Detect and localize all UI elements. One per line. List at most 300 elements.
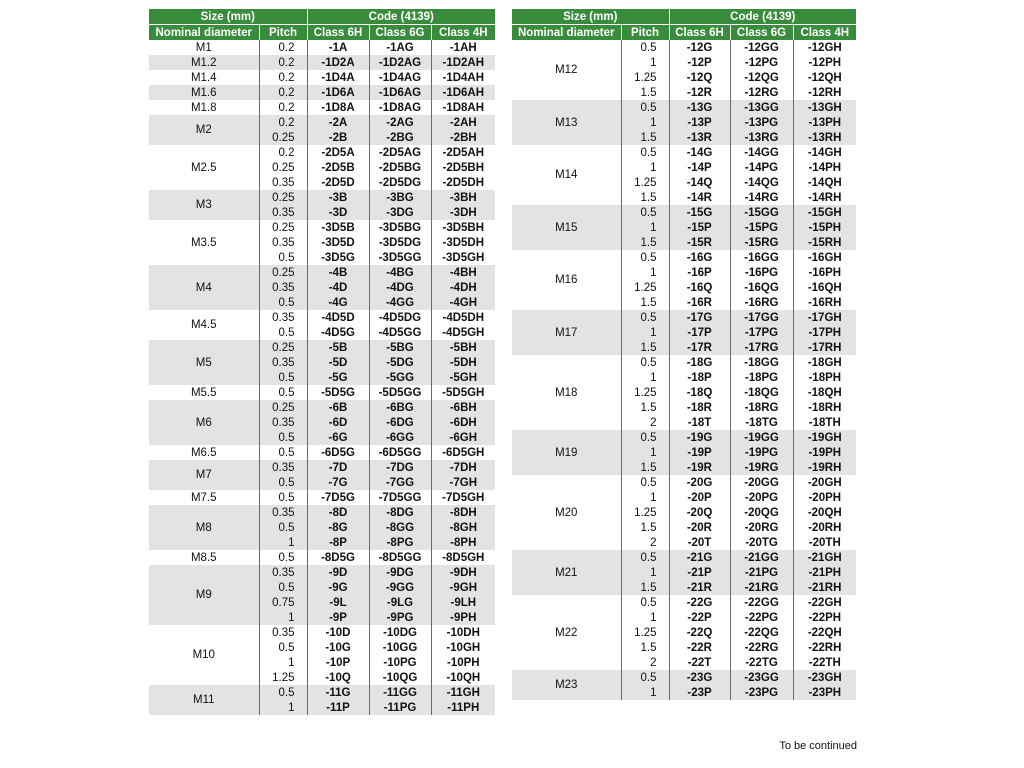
class-6h-cell: -19R	[669, 460, 730, 475]
class-6g-cell: -20GG	[730, 475, 793, 490]
table-row	[512, 145, 856, 160]
class-6h-cell: -8P	[307, 535, 369, 550]
class-4h-cell: -17GH	[793, 310, 856, 325]
nominal-diameter-header: Nominal diameter	[149, 25, 259, 41]
pitch-cell: 0.25	[259, 265, 307, 280]
class-4h-header: Class 4H	[793, 25, 856, 41]
class-6h-cell: -12G	[669, 40, 730, 55]
pitch-cell: 0.5	[259, 385, 307, 400]
pitch-cell: 0.5	[259, 475, 307, 490]
pitch-cell: 0.35	[259, 175, 307, 190]
class-6g-cell: -10QG	[369, 670, 431, 685]
diameter-group	[512, 670, 856, 700]
nominal-diameter-cell: M5.5	[149, 385, 259, 400]
pitch-cell: 1.25	[621, 280, 669, 295]
class-6h-cell: -18T	[669, 415, 730, 430]
nominal-diameter-cell: M10	[149, 625, 259, 685]
code-header: Code (4139)	[669, 9, 856, 25]
class-6h-cell: -13G	[669, 100, 730, 115]
table-row	[149, 265, 495, 280]
pitch-cell: 1.5	[621, 190, 669, 205]
class-6h-cell: -1D6A	[307, 85, 369, 100]
pitch-cell: 0.35	[259, 280, 307, 295]
class-6g-cell: -20PG	[730, 490, 793, 505]
pitch-cell: 2	[621, 535, 669, 550]
pitch-header: Pitch	[259, 25, 307, 41]
table-row	[149, 625, 495, 640]
class-4h-cell: -19PH	[793, 445, 856, 460]
class-6g-cell: -10PG	[369, 655, 431, 670]
diameter-group	[149, 220, 495, 265]
nominal-diameter-cell: M6.5	[149, 445, 259, 460]
pitch-cell: 1	[621, 55, 669, 70]
class-6g-cell: -14RG	[730, 190, 793, 205]
class-6g-cell: -9PG	[369, 610, 431, 625]
nominal-diameter-cell: M9	[149, 565, 259, 625]
pitch-cell: 0.35	[259, 625, 307, 640]
nominal-diameter-cell: M1.8	[149, 100, 259, 115]
table-row	[149, 685, 495, 700]
class-6h-cell: -2B	[307, 130, 369, 145]
class-6g-cell: -13GG	[730, 100, 793, 115]
class-6h-cell: -4B	[307, 265, 369, 280]
to-be-continued-note: To be continued	[779, 740, 857, 752]
class-4h-cell: -2D5AH	[431, 145, 495, 160]
pitch-cell: 0.25	[259, 160, 307, 175]
class-6g-cell: -12RG	[730, 85, 793, 100]
class-6g-cell: -19GG	[730, 430, 793, 445]
class-6g-cell: -17GG	[730, 310, 793, 325]
class-6g-cell: -12PG	[730, 55, 793, 70]
class-6h-cell: -7G	[307, 475, 369, 490]
pitch-cell: 0.35	[259, 460, 307, 475]
table-row	[149, 40, 495, 55]
nominal-diameter-cell: M7.5	[149, 490, 259, 505]
class-6h-cell: -11P	[307, 700, 369, 715]
code-header: Code (4139)	[307, 9, 495, 25]
class-6g-cell: -23PG	[730, 685, 793, 700]
class-6h-cell: -16P	[669, 265, 730, 280]
class-6g-cell: -18PG	[730, 370, 793, 385]
pitch-cell: 0.5	[621, 475, 669, 490]
pitch-cell: 1.5	[621, 295, 669, 310]
class-6g-cell: -6DG	[369, 415, 431, 430]
class-6h-cell: -2A	[307, 115, 369, 130]
nominal-diameter-cell: M16	[512, 250, 621, 310]
nominal-diameter-cell: M4.5	[149, 310, 259, 340]
pitch-cell: 1	[621, 490, 669, 505]
class-6h-cell: -8D5G	[307, 550, 369, 565]
class-6g-cell: -3D5GG	[369, 250, 431, 265]
diameter-group	[149, 85, 495, 100]
class-6g-cell: -16RG	[730, 295, 793, 310]
class-6h-cell: -10P	[307, 655, 369, 670]
nominal-diameter-cell: M14	[512, 145, 621, 205]
class-6h-cell: -3B	[307, 190, 369, 205]
class-6h-cell: -18G	[669, 355, 730, 370]
class-6g-cell: -18TG	[730, 415, 793, 430]
class-6h-cell: -5D	[307, 355, 369, 370]
table-row	[512, 100, 856, 115]
class-4h-cell: -20GH	[793, 475, 856, 490]
class-4h-cell: -18GH	[793, 355, 856, 370]
class-4h-cell: -17PH	[793, 325, 856, 340]
table-row	[149, 460, 495, 475]
class-6h-cell: -5B	[307, 340, 369, 355]
class-6h-cell: -1D2A	[307, 55, 369, 70]
pitch-cell: 0.2	[259, 85, 307, 100]
class-4h-cell: -8PH	[431, 535, 495, 550]
class-4h-cell: -2BH	[431, 130, 495, 145]
class-6g-cell: -2BG	[369, 130, 431, 145]
class-6g-cell: -1AG	[369, 40, 431, 55]
class-4h-cell: -3BH	[431, 190, 495, 205]
class-6g-cell: -16PG	[730, 265, 793, 280]
diameter-group	[149, 505, 495, 550]
class-6h-cell: -19P	[669, 445, 730, 460]
class-6h-cell: -4G	[307, 295, 369, 310]
class-4h-cell: -14GH	[793, 145, 856, 160]
diameter-group	[512, 205, 856, 250]
nominal-diameter-cell: M1.4	[149, 70, 259, 85]
class-6h-cell: -21G	[669, 550, 730, 565]
class-4h-cell: -18RH	[793, 400, 856, 415]
class-6h-cell: -6B	[307, 400, 369, 415]
class-4h-cell: -20QH	[793, 505, 856, 520]
class-6h-cell: -16G	[669, 250, 730, 265]
class-4h-cell: -10QH	[431, 670, 495, 685]
class-6h-cell: -4D5G	[307, 325, 369, 340]
table-row	[512, 355, 856, 370]
class-4h-cell: -5GH	[431, 370, 495, 385]
class-4h-cell: -6DH	[431, 415, 495, 430]
diameter-group	[149, 40, 495, 55]
class-6g-cell: -11PG	[369, 700, 431, 715]
class-6h-cell: -5G	[307, 370, 369, 385]
class-6g-cell: -4D5GG	[369, 325, 431, 340]
class-6g-header: Class 6G	[730, 25, 793, 41]
class-6g-cell: -17PG	[730, 325, 793, 340]
nominal-diameter-header: Nominal diameter	[512, 25, 621, 41]
class-6g-cell: -13RG	[730, 130, 793, 145]
class-6h-cell: -15G	[669, 205, 730, 220]
pitch-cell: 1	[621, 115, 669, 130]
table-row	[512, 550, 856, 565]
class-6g-cell: -2D5AG	[369, 145, 431, 160]
class-6h-cell: -7D	[307, 460, 369, 475]
class-4h-cell: -10PH	[431, 655, 495, 670]
diameter-group	[149, 265, 495, 310]
nominal-diameter-cell: M22	[512, 595, 621, 670]
class-6h-cell: -1D4A	[307, 70, 369, 85]
diameter-group	[149, 55, 495, 70]
pitch-cell: 0.5	[621, 100, 669, 115]
pitch-cell: 1	[259, 535, 307, 550]
class-6g-cell: -14QG	[730, 175, 793, 190]
diameter-group	[149, 340, 495, 385]
class-6h-cell: -8D	[307, 505, 369, 520]
diameter-group	[149, 145, 495, 190]
class-6g-cell: -5GG	[369, 370, 431, 385]
class-6h-cell: -22G	[669, 595, 730, 610]
pitch-cell: 1.5	[621, 340, 669, 355]
class-6g-cell: -20RG	[730, 520, 793, 535]
class-6g-cell: -19PG	[730, 445, 793, 460]
pitch-cell: 0.5	[259, 430, 307, 445]
pitch-cell: 0.25	[259, 130, 307, 145]
class-6h-cell: -17P	[669, 325, 730, 340]
class-6g-cell: -15PG	[730, 220, 793, 235]
pitch-cell: 0.5	[259, 580, 307, 595]
class-6g-cell: -12QG	[730, 70, 793, 85]
class-6h-cell: -12Q	[669, 70, 730, 85]
class-4h-cell: -22TH	[793, 655, 856, 670]
class-6h-cell: -12P	[669, 55, 730, 70]
pitch-cell: 0.2	[259, 145, 307, 160]
class-6g-cell: -18RG	[730, 400, 793, 415]
class-6g-cell: -15RG	[730, 235, 793, 250]
class-4h-cell: -16GH	[793, 250, 856, 265]
pitch-cell: 0.5	[621, 205, 669, 220]
pitch-cell: 1.5	[621, 520, 669, 535]
nominal-diameter-cell: M21	[512, 550, 621, 595]
class-4h-cell: -1D8AH	[431, 100, 495, 115]
pitch-cell: 1	[621, 160, 669, 175]
pitch-cell: 1.25	[621, 625, 669, 640]
class-4h-cell: -21GH	[793, 550, 856, 565]
class-6g-cell: -10GG	[369, 640, 431, 655]
nominal-diameter-cell: M5	[149, 340, 259, 385]
table-row	[149, 100, 495, 115]
class-4h-cell: -13RH	[793, 130, 856, 145]
pitch-cell: 0.5	[621, 145, 669, 160]
pitch-cell: 0.2	[259, 55, 307, 70]
class-6h-cell: -22T	[669, 655, 730, 670]
class-6g-cell: -22QG	[730, 625, 793, 640]
class-6h-cell: -6D	[307, 415, 369, 430]
class-6h-cell: -20T	[669, 535, 730, 550]
table-row	[149, 115, 495, 130]
class-6h-header: Class 6H	[669, 25, 730, 41]
class-6h-cell: -15R	[669, 235, 730, 250]
class-6h-cell: -5D5G	[307, 385, 369, 400]
class-6h-cell: -9G	[307, 580, 369, 595]
class-6h-cell: -21P	[669, 565, 730, 580]
class-6g-cell: -10DG	[369, 625, 431, 640]
class-4h-cell: -1D2AH	[431, 55, 495, 70]
pitch-cell: 0.25	[259, 220, 307, 235]
class-6g-cell: -22TG	[730, 655, 793, 670]
nominal-diameter-cell: M3.5	[149, 220, 259, 265]
class-6g-cell: -5D5GG	[369, 385, 431, 400]
diameter-group	[149, 550, 495, 565]
class-4h-cell: -19RH	[793, 460, 856, 475]
pitch-cell: 0.5	[621, 595, 669, 610]
class-4h-cell: -6D5GH	[431, 445, 495, 460]
pitch-cell: 2	[621, 655, 669, 670]
pitch-cell: 0.35	[259, 505, 307, 520]
class-4h-cell: -15RH	[793, 235, 856, 250]
diameter-group	[512, 40, 856, 100]
class-6g-cell: -5DG	[369, 355, 431, 370]
class-6h-cell: -20R	[669, 520, 730, 535]
class-6h-cell: -1D8A	[307, 100, 369, 115]
class-4h-cell: -9LH	[431, 595, 495, 610]
class-6h-cell: -3D5G	[307, 250, 369, 265]
class-4h-cell: -9GH	[431, 580, 495, 595]
pitch-cell: 0.5	[259, 370, 307, 385]
pitch-cell: 0.5	[259, 520, 307, 535]
pitch-cell: 0.5	[259, 250, 307, 265]
class-4h-cell: -21PH	[793, 565, 856, 580]
nominal-diameter-cell: M1.6	[149, 85, 259, 100]
class-4h-cell: -9DH	[431, 565, 495, 580]
class-6h-cell: -17R	[669, 340, 730, 355]
class-6g-cell: -17RG	[730, 340, 793, 355]
nominal-diameter-cell: M15	[512, 205, 621, 250]
class-6h-cell: -20G	[669, 475, 730, 490]
class-6h-cell: -14P	[669, 160, 730, 175]
class-4h-cell: -4BH	[431, 265, 495, 280]
pitch-cell: 0.5	[621, 430, 669, 445]
class-6g-cell: -21GG	[730, 550, 793, 565]
table-row	[512, 670, 856, 685]
nominal-diameter-cell: M8	[149, 505, 259, 550]
diameter-group	[512, 430, 856, 475]
class-4h-cell: -1AH	[431, 40, 495, 55]
class-4h-cell: -18TH	[793, 415, 856, 430]
class-4h-cell: -12GH	[793, 40, 856, 55]
diameter-group	[149, 100, 495, 115]
table-row	[512, 40, 856, 55]
table-row	[149, 145, 495, 160]
class-6g-cell: -19RG	[730, 460, 793, 475]
class-4h-cell: -16RH	[793, 295, 856, 310]
class-4h-cell: -8DH	[431, 505, 495, 520]
class-4h-cell: -12PH	[793, 55, 856, 70]
pitch-cell: 1.25	[621, 385, 669, 400]
class-4h-cell: -23PH	[793, 685, 856, 700]
nominal-diameter-cell: M19	[512, 430, 621, 475]
pitch-cell: 0.5	[259, 325, 307, 340]
class-6h-cell: -22R	[669, 640, 730, 655]
diameter-group	[512, 250, 856, 310]
class-6g-cell: -8DG	[369, 505, 431, 520]
class-6g-cell: -8GG	[369, 520, 431, 535]
diameter-group	[512, 145, 856, 205]
diameter-group	[149, 400, 495, 445]
pitch-cell: 0.35	[259, 205, 307, 220]
table-row	[149, 55, 495, 70]
nominal-diameter-cell: M23	[512, 670, 621, 700]
class-6h-cell: -9P	[307, 610, 369, 625]
nominal-diameter-cell: M2.5	[149, 145, 259, 190]
pitch-cell: 0.5	[259, 640, 307, 655]
class-6h-cell: -11G	[307, 685, 369, 700]
class-4h-cell: -22PH	[793, 610, 856, 625]
class-4h-cell: -9PH	[431, 610, 495, 625]
table-row	[149, 400, 495, 415]
diameter-group	[149, 190, 495, 220]
class-6h-cell: -17G	[669, 310, 730, 325]
pitch-cell: 0.5	[621, 550, 669, 565]
class-6g-cell: -11GG	[369, 685, 431, 700]
class-6h-cell: -10D	[307, 625, 369, 640]
pitch-cell: 0.35	[259, 415, 307, 430]
class-6g-cell: -7DG	[369, 460, 431, 475]
class-4h-cell: -18QH	[793, 385, 856, 400]
class-6g-cell: -4D5DG	[369, 310, 431, 325]
nominal-diameter-cell: M4	[149, 265, 259, 310]
pitch-cell: 1	[621, 265, 669, 280]
class-6h-cell: -20P	[669, 490, 730, 505]
table-row	[512, 205, 856, 220]
diameter-group	[512, 595, 856, 670]
size-header: Size (mm)	[149, 9, 307, 25]
class-6h-cell: -14G	[669, 145, 730, 160]
diameter-group	[149, 70, 495, 85]
table-row	[149, 310, 495, 325]
class-6g-header: Class 6G	[369, 25, 431, 41]
class-6g-cell: -14PG	[730, 160, 793, 175]
class-4h-cell: -11PH	[431, 700, 495, 715]
pitch-cell: 1	[621, 610, 669, 625]
class-6h-cell: -12R	[669, 85, 730, 100]
class-6h-cell: -8G	[307, 520, 369, 535]
diameter-group	[149, 445, 495, 460]
pitch-cell: 1.5	[621, 580, 669, 595]
class-6g-cell: -16QG	[730, 280, 793, 295]
pitch-cell: 0.5	[621, 310, 669, 325]
pitch-cell: 0.2	[259, 100, 307, 115]
class-6g-cell: -1D4AG	[369, 70, 431, 85]
class-4h-cell: -4GH	[431, 295, 495, 310]
table-header	[512, 9, 856, 40]
class-4h-cell: -2AH	[431, 115, 495, 130]
pitch-cell: 0.2	[259, 70, 307, 85]
pitch-cell: 1.25	[621, 175, 669, 190]
class-6g-cell: -7GG	[369, 475, 431, 490]
diameter-group	[149, 685, 495, 715]
table-row	[512, 430, 856, 445]
class-4h-cell: -19GH	[793, 430, 856, 445]
class-4h-cell: -1D6AH	[431, 85, 495, 100]
diameter-group	[149, 625, 495, 685]
class-6g-cell: -3BG	[369, 190, 431, 205]
pitch-cell: 0.2	[259, 40, 307, 55]
pitch-cell: 0.5	[621, 670, 669, 685]
class-6h-cell: -16R	[669, 295, 730, 310]
pitch-header: Pitch	[621, 25, 669, 41]
class-4h-cell: -22RH	[793, 640, 856, 655]
class-6h-cell: -4D	[307, 280, 369, 295]
nominal-diameter-cell: M3	[149, 190, 259, 220]
table-header	[149, 9, 495, 40]
pitch-cell: 1	[621, 565, 669, 580]
class-6h-cell: -22P	[669, 610, 730, 625]
class-6h-cell: -18Q	[669, 385, 730, 400]
table-row	[149, 340, 495, 355]
class-4h-cell: -4DH	[431, 280, 495, 295]
class-6h-cell: -2D5D	[307, 175, 369, 190]
pitch-cell: 1.25	[621, 70, 669, 85]
class-6h-cell: -4D5D	[307, 310, 369, 325]
class-4h-cell: -17RH	[793, 340, 856, 355]
class-4h-cell: -20RH	[793, 520, 856, 535]
nominal-diameter-cell: M17	[512, 310, 621, 355]
class-6g-cell: -5BG	[369, 340, 431, 355]
class-4h-cell: -5DH	[431, 355, 495, 370]
